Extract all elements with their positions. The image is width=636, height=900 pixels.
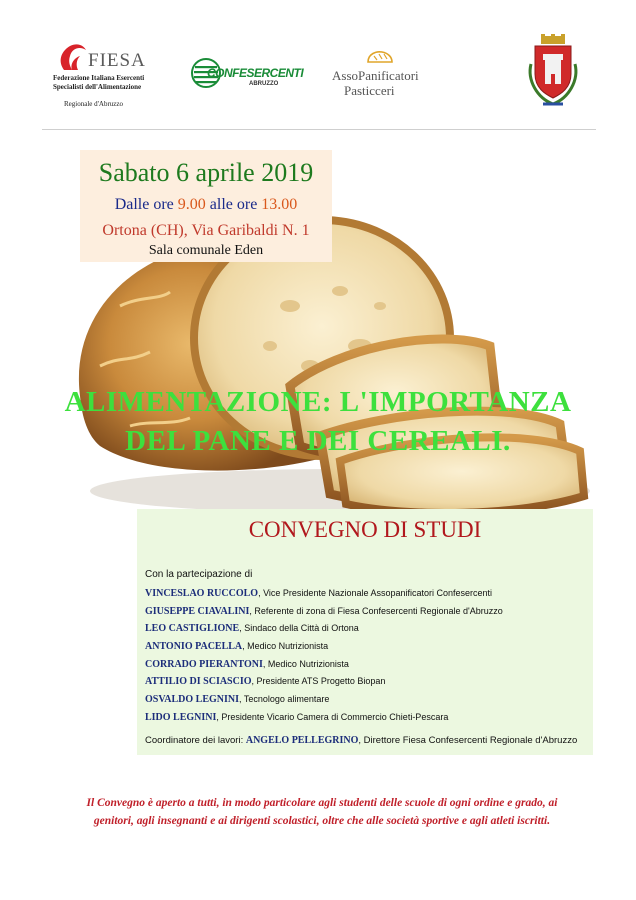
speaker-name: OSVALDO LEGNINI	[145, 694, 240, 706]
speaker-name: VINCESLAO RUCCOLO	[145, 588, 259, 599]
speaker-role: , Medico Nutrizionista	[262, 658, 349, 669]
event-headline	[0, 383, 636, 461]
bread-loaf-icon	[366, 50, 394, 64]
fiesa-subtitle-line1: Federazione Italiana Esercenti	[53, 74, 145, 82]
asso-line1: AssoPanificatori	[332, 68, 419, 83]
header-divider	[42, 129, 596, 130]
speaker-role: , Sindaco della Città di Ortona	[239, 623, 359, 634]
speaker-item	[145, 606, 503, 624]
speaker-name: LIDO LEGNINI	[145, 711, 217, 723]
hours-end: 13.00	[261, 196, 298, 213]
footer-line1: Il Convegno è aperto a tutti, in modo particolare agli studenti delle scuole di ogni ordine e grado, ai	[86, 797, 558, 809]
event-hall: Sala comunale Eden	[148, 243, 264, 258]
fiesa-name: FIESA	[88, 50, 146, 71]
event-date: Sabato 6 aprile 2019	[98, 158, 314, 187]
speaker-role: , Presidente ATS Progetto Biopan	[251, 676, 386, 687]
speaker-role: , Tecnologo alimentare	[239, 694, 330, 705]
speaker-name: ATTILIO DI SCIASCIO	[145, 676, 252, 688]
coordinator-line	[145, 735, 577, 746]
speaker-item	[145, 676, 503, 694]
coordinator-label: Coordinatore dei lavori:	[145, 735, 246, 746]
convegno-intro: Con la partecipazione di	[145, 569, 253, 580]
fiesa-flame-icon	[54, 42, 88, 72]
confesercenti-logo	[191, 56, 304, 90]
convegno-title: CONVEGNO DI STUDI	[248, 517, 482, 542]
speaker-item	[145, 641, 503, 659]
footer-note	[48, 794, 596, 830]
hours-middle: alle ore	[205, 196, 262, 213]
asso-line2: Pasticceri	[344, 83, 395, 98]
headline-line1: ALIMENTAZIONE: L'IMPORTANZA	[64, 386, 572, 418]
speaker-list	[145, 588, 503, 730]
convegno-panel	[137, 509, 593, 755]
hours-start: 9.00	[177, 196, 206, 213]
speaker-role: , Presidente Vicario Camera di Commercio Chieti-Pescara	[216, 711, 449, 722]
fiesa-logo	[46, 40, 166, 110]
speaker-role: , Referente di zona di Fiesa Confesercenti Regionale d'Abruzzo	[249, 605, 503, 616]
speaker-role: , Medico Nutrizionista	[242, 641, 329, 652]
event-hours	[80, 196, 332, 214]
headline-line2: DEL PANE E DEI CEREALI.	[125, 425, 511, 457]
speaker-item	[145, 588, 503, 606]
coordinator-role: , Direttore Fiesa Confesercenti Regionale d'Abruzzo	[358, 735, 578, 746]
fiesa-subtitle-line2: Specialisti dell'Alimentazione	[53, 83, 142, 91]
coordinator-name: ANGELO PELLEGRINO	[245, 735, 359, 746]
fiesa-region: Regionale d'Abruzzo	[64, 100, 123, 108]
speaker-item	[145, 659, 503, 677]
speaker-name: GIUSEPPE CIAVALINI	[145, 605, 250, 617]
hours-prefix: Dalle ore	[114, 196, 178, 213]
confesercenti-name: CONFESERCENTI	[207, 66, 304, 80]
footer-line2: genitori, agli insegnanti e ai dirigenti scolastici, oltre che alle società sportive e agli atleti iscritti.	[93, 815, 551, 827]
speaker-role: , Vice Presidente Nazionale Assopanificatori Confesercenti	[258, 588, 493, 598]
assopanificatori-logo	[322, 50, 440, 100]
event-info-box	[80, 150, 332, 262]
fiesa-subtitle	[53, 74, 144, 92]
speaker-item	[145, 623, 503, 641]
confesercenti-region: ABRUZZO	[249, 81, 279, 87]
speaker-name: LEO CASTIGLIONE	[145, 623, 240, 635]
speaker-name: CORRADO PIERANTONI	[145, 658, 263, 670]
municipal-crest-icon	[525, 34, 581, 110]
event-place: Ortona (CH), Via Garibaldi N. 1	[102, 222, 310, 239]
speaker-item	[145, 712, 503, 730]
speaker-name: ANTONIO PACELLA	[145, 641, 243, 653]
speaker-item	[145, 694, 503, 712]
